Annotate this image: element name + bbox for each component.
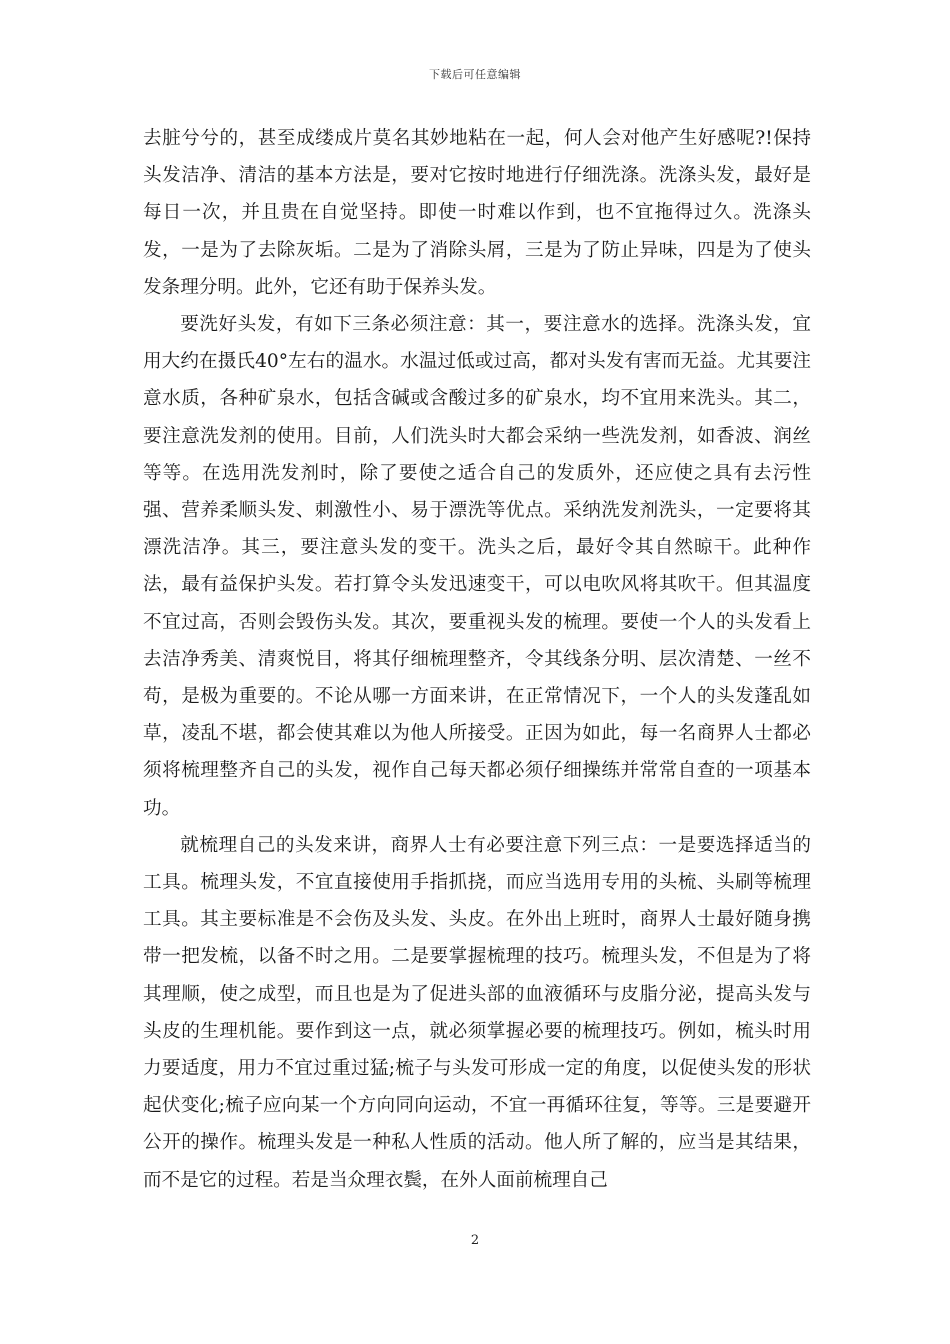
paragraph-hair-combing: 就梳理自己的头发来讲，商界人士有必要注意下列三点：一是要选择适当的工具。梳理头发，不宜直接使用手指抓挠，而应当选用专用的头梳、头刷等梳理工具。其主要标准是不会伤及头发、头皮。在外出上班时，商界人士最好随身携带一把发梳，以备不时之用。二是要掌握梳理的技巧。梳理头发，不但是为了将其理顺，使之成型，而且也是为了促进头部的血液循环与皮脂分泌，提高头发与头皮的生理机能。要作到这一点，就必须掌握必要的梳理技巧。例如，梳头时用力要适度，用力不宜过重过猛;梳子与头发可形成一定的角度，以促使头发的形状起伏变化;梳子应向某一个方向同向运动，不宜一再循环往复，等等。三是要避开公开的操作。梳理头发是一种私人性质的活动。他人所了解的，应当是其结果，而不是它的过程。若是当众理衣鬓，在外人面前梳理自己 xyxy=(143,834,811,1191)
document-body xyxy=(143,120,811,1199)
page-header: 下载后可任意编辑 xyxy=(429,68,521,81)
paragraph-continued: 去脏兮兮的，甚至成缕成片莫名其妙地粘在一起，何人会对他产生好感呢?!保持头发洁净、清洁的基本方法是，要对它按时地进行仔细洗涤。洗涤头发，最好是每日一次，并且贵在自觉坚持。即使一时难以作到，也不宜拖得过久。洗涤头发，一是为了去除灰垢。二是为了消除头屑，三是为了防止异味，四是为了使头发条理分明。此外，它还有助于保养头发。 xyxy=(143,128,811,298)
paragraph-hair-washing: 要洗好头发，有如下三条必须注意：其一，要注意水的选择。洗涤头发，宜用大约在摄氏40°左右的温水。水温过低或过高，都对头发有害而无益。尤其要注意水质，各种矿泉水，包括含碱或含酸过多的矿泉水，均不宜用来洗头。其二，要注意洗发剂的使用。目前，人们洗头时大都会采纳一些洗发剂，如香波、润丝等等。在选用洗发剂时，除了要使之适合自己的发质外，还应使之具有去污性强、营养柔顺头发、刺激性小、易于漂洗等优点。采纳洗发剂洗头，一定要将其漂洗洁净。其三，要注意头发的变干。洗头之后，最好令其自然晾干。此种作法，最有益保护头发。若打算令头发迅速变干，可以电吹风将其吹干。但其温度不宜过高，否则会毁伤头发。其次，要重视头发的梳理。要使一个人的头发看上去洁净秀美、清爽悦目，将其仔细梳理整齐，令其线条分明、层次清楚、一丝不苟，是极为重要的。不论从哪一方面来讲，在正常情况下，一个人的头发蓬乱如草，凌乱不堪，都会使其难以为他人所接受。正因为如此，每一名商界人士都必须将梳理整齐自己的头发，视作自己每天都必须仔细操练并常常自查的一项基本功。 xyxy=(143,314,811,819)
page-number: 2 xyxy=(470,1233,480,1248)
